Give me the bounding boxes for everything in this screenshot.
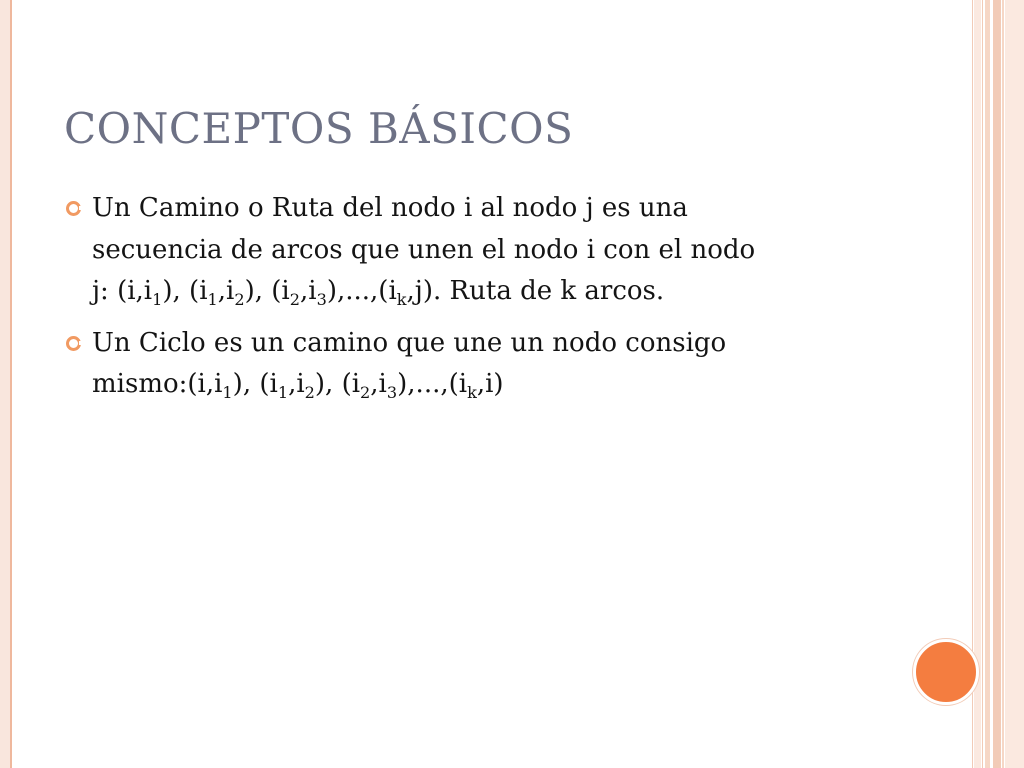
bullet-list: [64, 188, 894, 416]
ring-bullet-icon: [66, 336, 81, 351]
bullet-line-formula: $mismo:(i,i_1)$, $(i_1,i_2)$, $(i_2,i_3),...,(i_k,i)$: [92, 369, 504, 403]
orange-circle-decoration: [913, 639, 979, 705]
bullet-item-camino: [64, 188, 894, 313]
bullet-line: secuencia de arcos que unen el nodo i con el nodo: [92, 234, 756, 265]
right-stripes-decoration: [972, 0, 1024, 768]
ring-bullet-icon: [66, 201, 81, 216]
left-border-decoration: [0, 0, 12, 768]
bullet-line: Un Camino o Ruta del nodo i al nodo j es una: [92, 193, 688, 223]
bullet-item-ciclo: [64, 323, 894, 406]
bullet-line: Un Ciclo es un camino que une un nodo consigo: [92, 327, 727, 358]
slide-title: CONCEPTOS BÁSICOS: [64, 104, 574, 153]
bullet-line-formula: j: $(i,i_1)$, $(i_1,i_2)$, $(i_2,i_3),...,(i_k,j)$. Ruta de k arcos.: [92, 276, 665, 310]
